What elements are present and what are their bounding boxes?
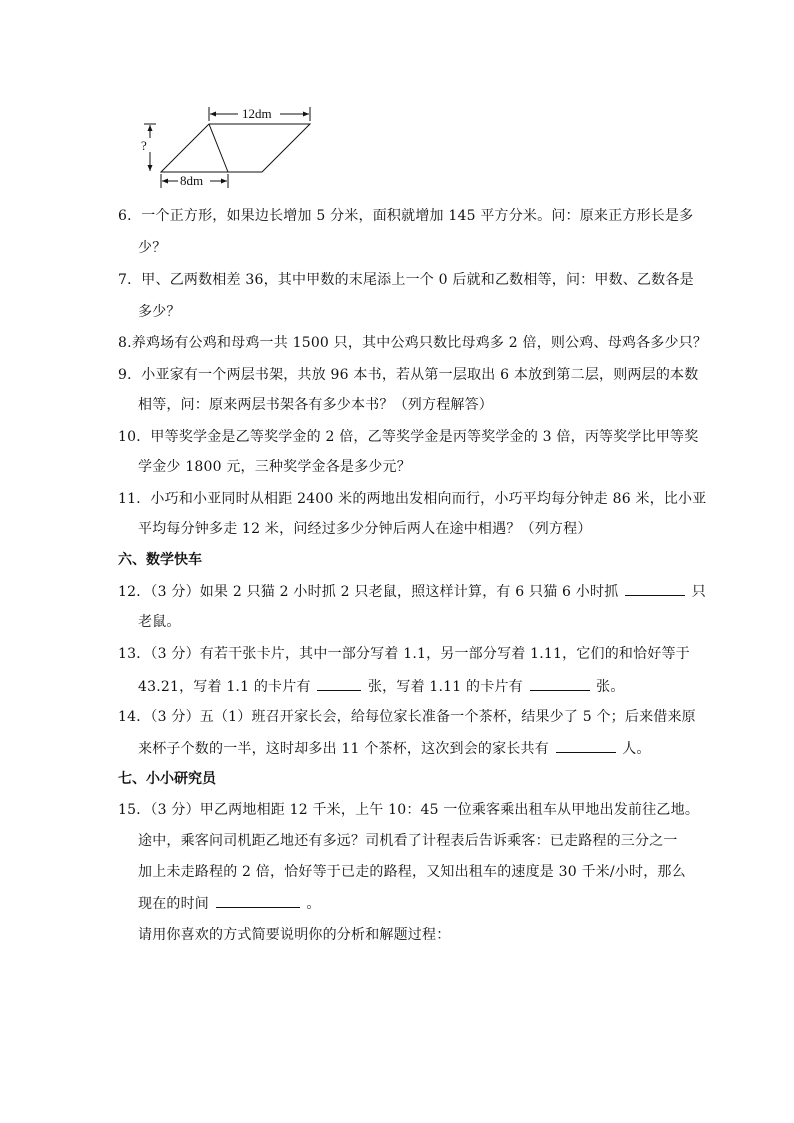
q15-line3: 加上未走路程的 2 倍，恰好等于已走的路程，又知出租车的速度是 30 千米/小时，那么 [138,864,686,880]
q13-text-c: 张。 [596,679,625,695]
q7-line2: 多少？ [138,304,181,320]
q14-text-b: 人。 [622,741,651,757]
q12-text-a: 12．（3 分）如果 2 只猫 2 小时抓 2 只老鼠，照这样计算，有 6 只猫 6 小时抓 [118,584,619,600]
q12-line2: 老鼠。 [138,614,181,630]
q10-line2: 学金少 1800 元，三种奖学金各是多少元？ [138,459,411,475]
q15-line2: 途中，乘客问司机距乙地还有多远？司机看了计程表后告诉乘客：已走路程的三分之一 [138,833,678,849]
q14-answer-blank[interactable] [556,738,616,753]
q6-line1: 6．一个正方形，如果边长增加 5 分米，面积就增加 145 平方分米。问：原来正方形长是多 [118,208,694,224]
section-heading-6: 六、数学快车 [118,552,202,568]
q12-text-b: 只 [691,584,706,600]
parallelogram-figure [138,104,328,196]
q15-text-b: 。 [306,896,321,912]
q14-line2 [138,738,651,759]
parallelogram-shape [161,124,310,172]
q15-line4 [138,893,321,914]
q15-line5: 请用你喜欢的方式简要说明你的分析和解题过程： [138,927,451,943]
q11-line1: 11．小巧和小亚同时从相距 2400 米的两地出发相向而行，小巧平均每分钟走 86 米，比小亚 [118,491,707,507]
q10-line1: 10．甲等奖学金是乙等奖学金的 2 倍，乙等奖学金是丙等奖学金的 3 倍，丙等奖学比甲等奖 [118,429,699,445]
q6-line2: 少？ [138,240,167,256]
q13-line2 [138,676,625,697]
q14-text-a: 来杯子个数的一半，这时却多出 11 个茶杯，这次到会的家长共有 [138,741,549,757]
q15-text-a: 现在的时间 [138,896,209,912]
q15-answer-blank[interactable] [216,893,300,908]
diagonal-line [209,124,228,172]
q11-line2: 平均每分钟多走 12 米，问经过多少分钟后两人在途中相遇？（列方程） [138,521,592,537]
q13-answer-blank-1[interactable] [317,676,361,691]
height-unknown-label: ? [141,138,147,153]
q12-answer-blank[interactable] [625,581,685,596]
parallelogram-diagram [138,104,328,196]
q13-text-b: 张，写着 1.11 的卡片有 [367,679,523,695]
q7-line1: 7．甲、乙两数相差 36，其中甲数的末尾添上一个 0 后就和乙数相等，问：甲数、乙数各是 [118,272,694,288]
bottom-dimension-label: 8dm [180,173,204,188]
q13-answer-blank-2[interactable] [530,676,590,691]
section-heading-7: 七、小小研究员 [118,771,216,787]
q14-line1: 14．（3 分）五（1）班召开家长会，给每位家长准备一个茶杯，结果少了 5 个；后来借来原 [118,709,696,725]
top-dimension-label: 12dm [242,106,272,121]
q12-line1 [118,581,706,602]
q9-line1: 9．小亚家有一个两层书架，共放 96 本书，若从第一层取出 6 本放到第二层，则两层的本数 [118,367,699,383]
q15-line1: 15．（3 分）甲乙两地相距 12 千米，上午 10：45 一位乘客乘出租车从甲地出发前往乙地。 [118,802,700,818]
q13-line1: 13．（3 分）有若干张卡片，其中一部分写着 1.1，另一部分写着 1.11，它们的和恰好等于 [118,646,690,662]
q9-line2: 相等，问：原来两层书架各有多少本书？（列方程解答） [138,397,493,413]
q13-text-a: 43.21，写着 1.1 的卡片有 [138,679,311,695]
q8-line1: 8.养鸡场有公鸡和母鸡一共 1500 只，其中公鸡只数比母鸡多 2 倍，则公鸡、母鸡各多少只？ [118,335,708,351]
